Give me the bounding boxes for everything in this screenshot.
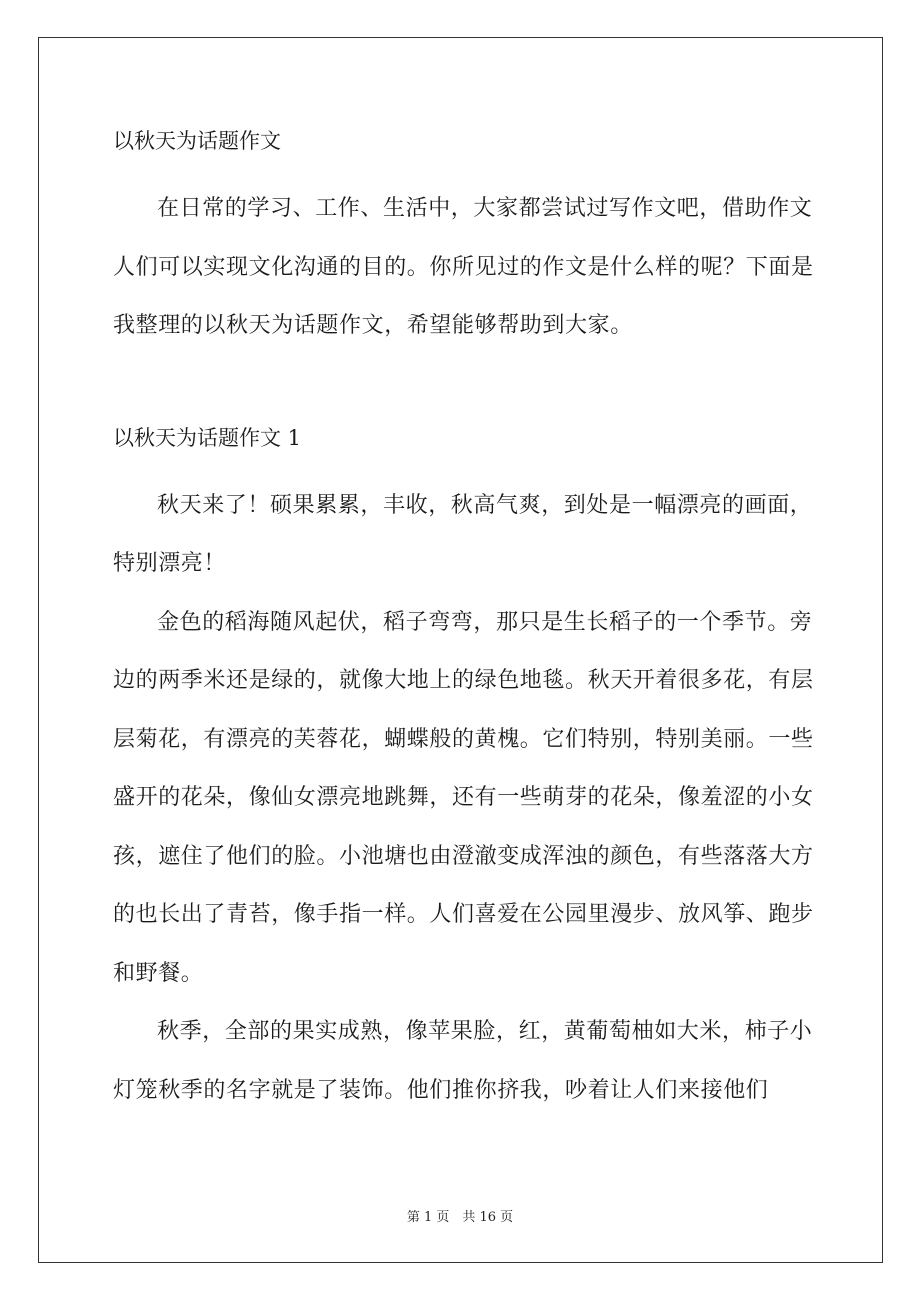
intro-paragraph: 在日常的学习、工作、生活中，大家都尝试过写作文吧，借助作文人们可以实现文化沟通的目的。你所见过的作文是什么样的呢？下面是我整理的以秋天为话题作文，希望能够帮助到大家。 [113,196,814,338]
page-number: 第 1 页 共 16 页 [406,1210,514,1225]
section-heading: 以秋天为话题作文 1 [113,425,302,450]
body-paragraph: 金色的稻海随风起伏，稻子弯弯，那只是生长稻子的一个季节。旁边的两季米还是绿的，就像大地上的绿色地毯。秋天开着很多花，有层层菊花，有漂亮的芙蓉花，蝴蝶般的黄槐。它们特别，特别美丽。一些盛开的花朵，像仙女漂亮地跳舞，还有一些萌芽的花朵，像羞涩的小女孩，遮住了他们的脸。小池塘也由澄澈变成浑浊的颜色，有些落落大方的也长出了青苔，像手指一样。人们喜爱在公园里漫步、放风筝、跑步和野餐。 [113,609,814,986]
document-body [113,123,833,1120]
body-paragraph: 秋天来了！硕果累累，丰收，秋高气爽，到处是一幅漂亮的画面，特别漂亮！ [113,492,813,576]
body-paragraph: 秋季，全部的果实成熟，像苹果脸，红，黄葡萄柚如大米，柿子小灯笼秋季的名字就是了装饰。他们推你挤我，吵着让人们来接他们 [113,1019,813,1103]
page-footer [0,1206,920,1225]
document-title: 以秋天为话题作文 [113,129,281,153]
